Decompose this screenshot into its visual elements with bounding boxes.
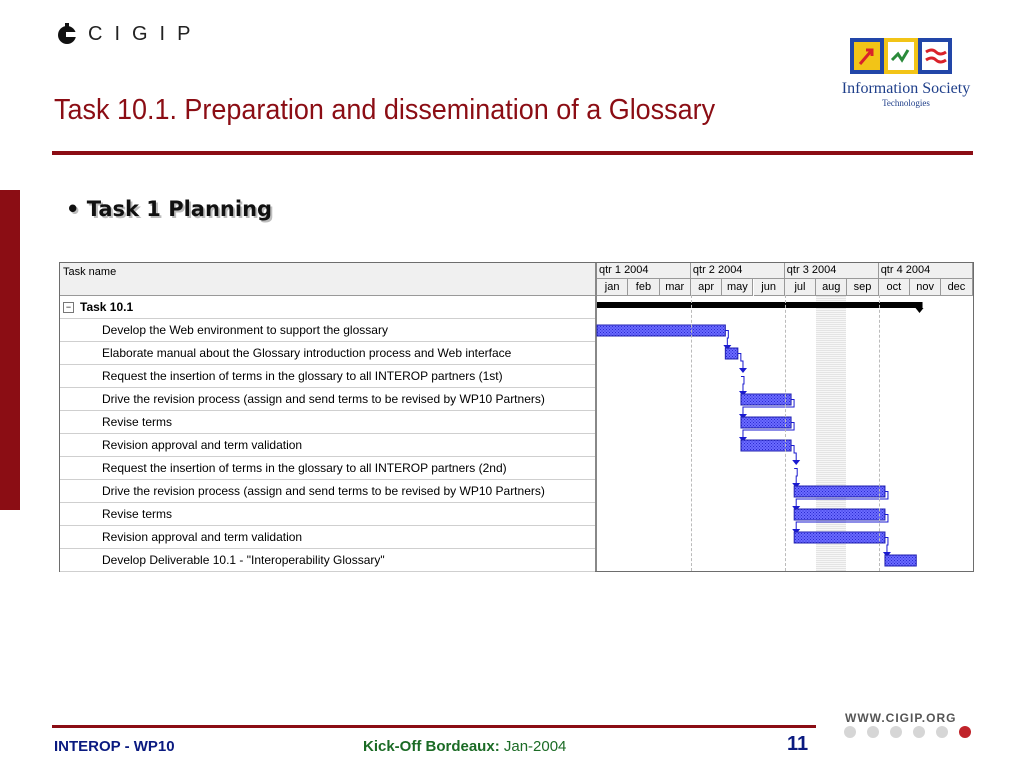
month-header <box>941 279 972 296</box>
task-row[interactable] <box>60 411 595 434</box>
task-bar[interactable] <box>597 325 725 336</box>
month-label: may <box>726 281 748 293</box>
summary-row[interactable] <box>60 296 595 319</box>
dot-icon <box>867 726 879 738</box>
task-label: Drive the revision process (assign and send terms to be revised by WP10 Partners) <box>102 392 545 406</box>
dependency-line <box>794 469 797 485</box>
footer-dots <box>844 726 971 738</box>
dot-icon <box>913 726 925 738</box>
quarter-label: qtr 3 2004 <box>786 264 837 276</box>
page-number: 11 <box>787 733 809 755</box>
cigip-logo-text: CIGIP <box>88 22 203 45</box>
summary-task-label: Task 10.1 <box>80 300 134 314</box>
month-header <box>910 279 941 296</box>
month-label: jun <box>761 281 776 293</box>
month-label: jul <box>794 281 806 293</box>
task-row[interactable] <box>60 480 595 503</box>
month-header <box>847 279 878 296</box>
dependency-arrow <box>739 368 747 373</box>
gantt-chart <box>59 262 974 572</box>
task-row[interactable] <box>60 365 595 388</box>
dependency-line <box>741 377 744 393</box>
task-label: Elaborate manual about the Glossary introduction process and Web interface <box>102 346 512 360</box>
month-label: mar <box>665 281 685 293</box>
ist-subtitle: Technologies <box>882 98 930 108</box>
task-row[interactable] <box>60 434 595 457</box>
month-label: jan <box>604 281 620 293</box>
task-label: Request the insertion of terms in the glossary to all INTEROP partners (1st) <box>102 369 503 383</box>
task-row[interactable] <box>60 388 595 411</box>
month-header <box>691 279 722 296</box>
quarter-label: qtr 2 2004 <box>692 264 743 276</box>
month-label: dec <box>947 281 966 293</box>
task-row[interactable] <box>60 457 595 480</box>
task-label: Revision approval and term validation <box>102 438 303 452</box>
footer-project: INTEROP - WP10 <box>54 738 175 755</box>
month-header <box>597 279 628 296</box>
month-label: feb <box>635 281 652 293</box>
dependency-line <box>738 354 743 370</box>
task-row[interactable] <box>60 549 595 572</box>
task-bar[interactable] <box>794 509 885 520</box>
quarter-gridline <box>691 295 692 571</box>
quarter-gridline <box>879 295 880 571</box>
cigip-logo <box>56 20 202 48</box>
task-bar[interactable] <box>725 348 738 359</box>
month-label: sep <box>853 281 872 293</box>
dependency-arrow <box>792 460 800 465</box>
task-label: Develop Deliverable 10.1 - "Interoperability Glossary" <box>102 553 385 567</box>
month-label: nov <box>916 281 935 293</box>
slide-title: Task 10.1. Preparation and dissemination of a Glossary <box>54 94 716 126</box>
ist-title: Information Society <box>841 80 971 97</box>
month-label: aug <box>822 281 841 293</box>
dot-icon <box>844 726 856 738</box>
task-bar[interactable] <box>794 486 885 497</box>
footer-event-label: Kick-Off Bordeaux: <box>363 738 500 755</box>
title-divider <box>52 151 973 155</box>
task-bar[interactable] <box>741 394 791 405</box>
month-label: oct <box>886 281 902 293</box>
summary-end-marker <box>916 308 924 313</box>
task-bar[interactable] <box>885 555 916 566</box>
task-bar[interactable] <box>741 417 791 428</box>
left-accent-bar <box>0 190 20 510</box>
month-header <box>628 279 659 296</box>
task-bar[interactable] <box>794 532 885 543</box>
task-label: Revise terms <box>102 507 173 521</box>
task-label: Revision approval and term validation <box>102 530 303 544</box>
task-label: Drive the revision process (assign and send terms to be revised by WP10 Partners) <box>102 484 545 498</box>
month-header <box>754 279 785 296</box>
quarter-header <box>879 263 973 279</box>
quarter-header <box>691 263 785 279</box>
footer-event-date: Jan-2004 <box>499 738 567 755</box>
month-label: apr <box>698 281 714 293</box>
task-row[interactable] <box>60 342 595 365</box>
summary-bar[interactable] <box>597 302 923 308</box>
quarter-header <box>597 263 691 279</box>
cigip-mark-icon <box>56 23 78 45</box>
month-header <box>879 279 910 296</box>
quarter-label: qtr 1 2004 <box>599 264 649 276</box>
collapse-icon[interactable]: − <box>63 302 74 313</box>
month-header <box>785 279 816 296</box>
quarter-header <box>785 263 879 279</box>
task-row[interactable] <box>60 526 595 549</box>
task-bar[interactable] <box>741 440 791 451</box>
task-label: Request the insertion of terms in the glossary to all INTEROP partners (2nd) <box>102 461 507 475</box>
month-header <box>722 279 753 296</box>
task-name-header-label: Task name <box>63 266 117 278</box>
bullet-heading: • Task 1 Planning <box>66 197 273 221</box>
month-header <box>660 279 691 296</box>
dot-icon <box>890 726 902 738</box>
footer-url[interactable]: WWW.CIGIP.ORG <box>845 711 957 725</box>
active-dot-icon <box>959 726 971 738</box>
footer-event <box>363 738 566 755</box>
quarter-label: qtr 4 2004 <box>880 264 931 276</box>
task-label: Revise terms <box>102 415 173 429</box>
task-row[interactable] <box>60 503 595 526</box>
dependency-line <box>791 446 796 462</box>
task-label: Develop the Web environment to support the glossary <box>102 323 388 337</box>
quarter-gridline <box>785 295 786 571</box>
dot-icon <box>936 726 948 738</box>
month-header <box>816 279 847 296</box>
task-row[interactable] <box>60 319 595 342</box>
footer-rule <box>52 725 816 728</box>
